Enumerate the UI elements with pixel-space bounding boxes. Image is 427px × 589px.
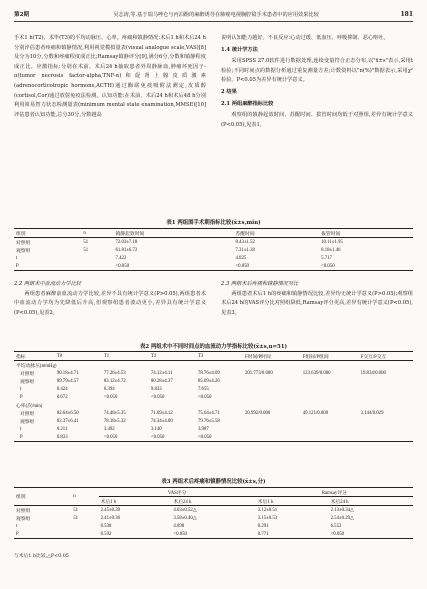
- table1-caption: 表1 两组围手术期指标比较(x̄±s,min): [166, 220, 261, 226]
- table-cell: <0.050: [103, 434, 118, 440]
- paragraph: 采用SPSS 27.0软件进行数据处理,连续变量符合正态分布,以"x̄±s"表示,采用t检验;不同时间点的数据分析通过重复测量方差;计数资料以"n(%)"数据表示,采用χ²检验。P<0.05为差异有统计学意义。: [221, 58, 413, 84]
- table-cell: 90.18±4.71: [56, 370, 79, 376]
- table-cell: [359, 433, 413, 442]
- table-cell: t: [16, 523, 18, 529]
- table-section-label: [14, 401, 413, 409]
- table-header: 术后1 h: [256, 497, 329, 506]
- table-cell: 观察组: [16, 516, 31, 522]
- table-cell: 5.717: [321, 255, 332, 261]
- table-row: [14, 377, 413, 385]
- table-header: n: [71, 488, 98, 506]
- table-cell: 平均动脉压(mmHg): [16, 363, 57, 369]
- table-cell: 49.121/0.000: [302, 410, 329, 416]
- table-row: [14, 409, 413, 417]
- table-cell: 3.12±0.51: [257, 507, 278, 513]
- table-cell: 51: [73, 515, 79, 521]
- table-cell: 9.833: [150, 386, 162, 392]
- table-header: F组间/P组间: [301, 352, 359, 361]
- table-cell: 89.79±4.57: [56, 378, 79, 384]
- table-cell: 123.639/0.000: [302, 370, 331, 376]
- table-cell: 10.11±1.95: [321, 239, 343, 245]
- table-row: [14, 254, 413, 262]
- table-cell: 对照组: [16, 240, 31, 246]
- table-cell: P: [16, 263, 19, 269]
- table-cell: 0.291: [257, 523, 269, 529]
- table-header: 镇静起效时间: [114, 229, 234, 238]
- table-header: n: [81, 229, 113, 238]
- table-cell: 82.64±6.50: [56, 410, 79, 416]
- table-cell: 对照组: [20, 371, 35, 377]
- table-cell: <0.050: [197, 394, 212, 400]
- table-cell: 8.18±1.46: [321, 247, 341, 253]
- table-cell: [243, 385, 301, 393]
- table-header: VAS评分: [99, 488, 256, 497]
- table-cell: 3.144/0.029: [360, 410, 384, 416]
- table-header: F时间/P时间: [243, 352, 301, 361]
- table-header: 指标: [14, 352, 55, 361]
- table-header: 组别: [14, 488, 71, 506]
- table-cell: <0.050: [235, 263, 249, 269]
- table3: [14, 487, 413, 539]
- table-cell: 0.538: [100, 523, 112, 529]
- section-2-2: [14, 280, 206, 318]
- table-cell: t: [16, 255, 18, 261]
- table-cell: [243, 377, 301, 385]
- table-cell: 7.422: [115, 255, 127, 261]
- paragraph: 观察组的镇静起效时间、苏醒时间、拔管时间均低于对照组,差异有统计学意义(P<0.05),见表1。: [221, 112, 413, 128]
- table-cell: 51: [73, 507, 79, 513]
- table-header: Ramsay评分: [256, 488, 413, 497]
- table-cell: 19.834/0.000: [360, 370, 386, 376]
- table-row: [14, 262, 413, 271]
- left-column: [14, 34, 206, 120]
- table-cell: 74.12±4.11: [150, 370, 173, 376]
- table3-caption: 表3 两组术后疼痛和镇静情况比较(x̄±s,分): [161, 479, 266, 485]
- table-cell: [301, 393, 359, 401]
- table-cell: 0.771: [257, 531, 269, 537]
- table-cell: <0.050: [321, 263, 335, 269]
- table-row: [14, 433, 413, 442]
- table2-caption: 表2 两组术中不同时间点的血流动力学指标比较(x̄±s,n=51): [139, 344, 288, 350]
- paragraph: 两组患者麻醉前血流动力学比较,差异不具有统计学意义(P>0.05),两组患者术中血流动力学均为先降低后升高,但观察组患者波动更小,差异具有统计学意义(P<0.05),见表2。: [14, 290, 206, 316]
- table-cell: <0.050: [103, 394, 118, 400]
- table-cell: [243, 433, 301, 442]
- table-cell: [359, 425, 413, 433]
- table-cell: 4.025: [235, 255, 247, 261]
- subsection-heading: 2.2 两组术中血流动力学比较: [14, 281, 81, 287]
- table-header: T1: [102, 352, 149, 361]
- running-title: 吴志涛,等.基于瑞马唑仑与丙泊酚的麻醉诱导在肺癌电视胸腔镜手术患者中的应用效果比较: [113, 12, 319, 18]
- table-header: F交互/P交互: [359, 352, 413, 361]
- section-heading: 2 结果: [221, 88, 237, 95]
- table-cell: <0.050: [197, 434, 212, 440]
- table-cell: 2.45±0.39: [100, 507, 120, 513]
- table-cell: 79.76±5.58: [197, 418, 220, 424]
- table-row: [14, 425, 413, 433]
- table-cell: 3.15±0.53: [257, 515, 278, 521]
- table-cell: 7.31±1.28: [235, 247, 255, 253]
- table-cell: 51: [83, 239, 89, 245]
- table-row: [14, 530, 413, 539]
- table-cell: 85.09±4.26: [197, 378, 220, 384]
- table-cell: <0.050: [173, 531, 187, 537]
- table-cell: <0.050: [150, 394, 165, 400]
- table-cell: 观察组: [20, 419, 35, 425]
- table-cell: [71, 522, 98, 530]
- table-header: T3: [196, 352, 243, 361]
- table-row: [14, 246, 413, 254]
- table-cell: 74.34±4.00: [150, 418, 173, 424]
- table-cell: P: [16, 531, 19, 537]
- table-cell: 3.987: [197, 426, 209, 432]
- table-cell: [359, 417, 413, 425]
- table3-footnote: 与术后1 h比较,△P<0.05: [14, 554, 69, 559]
- section-2-3: [221, 280, 413, 318]
- table-row: [14, 393, 413, 401]
- table-cell: [81, 254, 113, 262]
- table-cell: t: [20, 386, 22, 392]
- table-cell: [359, 393, 413, 401]
- subsection-heading: 2.3 两组术后疼痛和镇静情况对比: [221, 281, 299, 287]
- table-cell: 20.992/0.000: [245, 410, 271, 416]
- section-heading: 1.4 统计学方法: [221, 46, 258, 53]
- subsection-heading: 2.1 两组麻醉指标比较: [221, 100, 274, 107]
- table-cell: 80.28±4.37: [150, 378, 173, 384]
- table-cell: [243, 393, 301, 401]
- table-cell: 2.54±0.29△: [330, 515, 354, 521]
- table-cell: 7.655: [197, 386, 209, 392]
- table-cell: [301, 433, 359, 442]
- table-cell: 6.394: [103, 386, 115, 392]
- paragraph: 两组患者术后1 h的疼痛和镇静情况比较,差异均无统计学意义(P>0.05);观察组术后24 h的VAS评分比对照组降低,Ramsay评分更高,差异有统计学意义(P<0.05),见表3。: [221, 290, 413, 316]
- table1: [14, 228, 413, 271]
- table-cell: 4.898: [173, 523, 185, 529]
- table-cell: <0.050: [150, 434, 165, 440]
- table-row: [14, 417, 413, 425]
- table-header: 苏醒时间: [233, 229, 319, 238]
- table-cell: 0.833: [56, 434, 68, 440]
- issue-number: 第2期: [14, 12, 30, 18]
- table-row: [14, 238, 413, 247]
- table-cell: 82.37±6.41: [56, 418, 79, 424]
- page-number: 181: [400, 11, 413, 18]
- methods-paragraph: 手术1 h(T2)、术毕(T3)的平均动脉压、心率。疼痛和镇静情况:术后1 h和术后24 h分别评估患者疼痛和镇静情况,利用视觉模拟量表(visual analogue scale,VAS)[8]及分为10分,分数和疼痛程度成正比;Ramsay镇静评分[9],满分6分,分数和镇静程度成正比。应激指标:分别在术前、术后24 h抽取患者外周静脉血,肿瘤坏死因子-α(tumor necrosis factor-alpha,TNF-α)和促肾上腺皮质激素(adrenocorticotropic hormone,ACTH)通过酶联免疫吸附法测定,皮质醇(cortisol,Cor)通过放射免疫法检测。认知功能:在术前、术后24 h和术后48 h分别利用简易智力状态检测量表(minimum mental state examination,MMSE)[10]评估患者认知功能,总分30分,分数越高: [14, 35, 206, 118]
- table-cell: 83.12±4.72: [103, 378, 126, 384]
- table-section-label: [14, 361, 413, 370]
- table-cell: [359, 377, 413, 385]
- table-cell: 72.03±7.18: [115, 239, 138, 245]
- table-row: [14, 514, 413, 522]
- table-cell: 61.81±6.72: [115, 247, 138, 253]
- table-cell: 3.492: [103, 426, 115, 432]
- table-cell: 对照组: [20, 411, 35, 417]
- table-cell: 0.211: [56, 426, 68, 432]
- table-cell: <0.050: [115, 263, 129, 269]
- table-header: 拔管时间: [319, 229, 413, 238]
- table-cell: 对照组: [16, 508, 31, 514]
- table-row: [14, 385, 413, 393]
- table-cell: [71, 530, 98, 539]
- running-header: [14, 9, 413, 22]
- table-header: 组别: [14, 229, 81, 238]
- table-cell: 78.18±5.32: [103, 418, 126, 424]
- table-header: T0: [55, 352, 102, 361]
- table-header: 术后24 h: [171, 497, 255, 506]
- paragraph: 说明认知能力越好。不良反应:心动过缓、低血压、呼吸抑制、恶心呕吐。: [221, 35, 389, 41]
- table-cell: 8.43±1.52: [235, 239, 255, 245]
- table2: [14, 351, 413, 442]
- table-cell: 心率(次/min): [16, 403, 43, 409]
- table-header: 术后24 h: [329, 497, 413, 506]
- table-cell: P: [20, 394, 23, 400]
- table-cell: 观察组: [16, 248, 31, 254]
- table-cell: 71.69±4.12: [150, 410, 173, 416]
- table-row: [14, 522, 413, 530]
- table-cell: 3.140: [150, 426, 162, 432]
- table-cell: [301, 425, 359, 433]
- table-cell: [359, 385, 413, 393]
- table-header: T2: [149, 352, 196, 361]
- table-cell: 74.48±5.35: [103, 410, 126, 416]
- table-cell: 2.13±0.34△: [330, 507, 354, 513]
- table-cell: 78.76±4.09: [197, 370, 220, 376]
- table-cell: 201.773/0.000: [245, 370, 273, 376]
- table-cell: [81, 262, 113, 271]
- table-cell: 0.424: [56, 386, 68, 392]
- table-cell: P: [20, 434, 23, 440]
- table-cell: <0.050: [330, 531, 345, 537]
- table-cell: [301, 417, 359, 425]
- table-cell: [243, 417, 301, 425]
- table-cell: 3.58±0.40△: [173, 515, 197, 521]
- table-cell: [301, 377, 359, 385]
- table-row: [14, 369, 413, 377]
- table-cell: t: [20, 426, 22, 432]
- table-cell: 75.64±4.71: [197, 410, 220, 416]
- table-row: [14, 506, 413, 515]
- table-cell: [243, 425, 301, 433]
- table-cell: 0.672: [56, 394, 68, 400]
- right-column: [221, 34, 413, 130]
- table-cell: [301, 385, 359, 393]
- table-header: 术后1 h: [99, 497, 172, 506]
- table-cell: 观察组: [20, 379, 35, 385]
- table-cell: 4.03±0.52△: [173, 507, 197, 513]
- table-cell: 51: [83, 247, 89, 253]
- table-cell: 2.41±0.36: [100, 515, 120, 521]
- table-cell: 77.26±4.53: [103, 370, 126, 376]
- table-cell: 6.552: [330, 523, 342, 529]
- table-cell: 0.592: [100, 531, 112, 537]
